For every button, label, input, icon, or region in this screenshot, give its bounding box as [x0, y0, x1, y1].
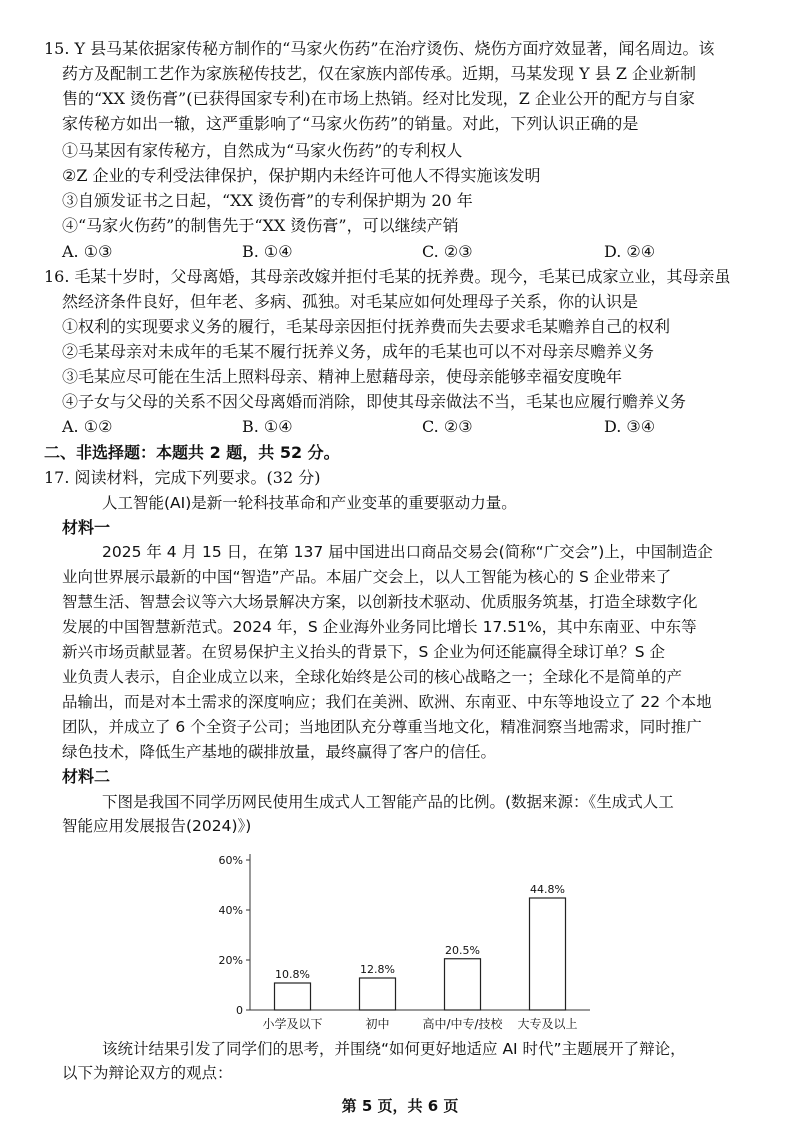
q16-statement-1: ①权利的实现要求义务的履行，毛某母亲因拒付抚养费而失去要求毛某赡养自己的权利 [62, 317, 671, 336]
q15-option-d: D. ②④ [604, 242, 656, 261]
q16-option-d: D. ③④ [604, 417, 656, 436]
material-1-line-6: 业负责人表示，自企业成立以来，全球化始终是公司的核心战略之一；全球化不是简单的产 [62, 668, 683, 686]
bar [530, 898, 566, 1010]
q15-statement-3: ③自颁发证书之日起，“XX 烫伤膏”的专利保护期为 20 年 [62, 191, 473, 210]
q16-option-b: B. ①④ [242, 417, 293, 436]
material-1-line-9: 绿色技术，降低生产基地的碳排放量，最终赢得了客户的信任。 [62, 743, 497, 761]
q15-option-a: A. ①③ [62, 242, 113, 261]
q17-title: 17. 阅读材料，完成下列要求。(32 分) [44, 468, 321, 487]
material-1-line-1: 2025 年 4 月 15 日，在第 137 届中国进出口商品交易会(简称“广交会”)上，中国制造企 [102, 543, 713, 561]
q15-stem-line-4: 家传秘方如出一辙，这严重影响了“马家火伤药”的销量。对此，下列认识正确的是 [62, 114, 639, 133]
bar-value-label: 44.8% [530, 883, 565, 896]
q15-stem-line-1: 15. Y 县马某依据家传秘方制作的“马家火伤药”在治疗烫伤、烧伤方面疗效显著，闻名周边。该 [44, 39, 715, 58]
material-1-line-4: 发展的中国智慧新范式。2024 年，S 企业海外业务同比增长 17.51%，其中东南亚、中东等 [62, 618, 697, 636]
x-category-label: 初中 [365, 1017, 390, 1031]
y-tick-label: 20% [218, 954, 243, 967]
q17-after-line-1: 该统计结果引发了同学们的思考，并围绕“如何更好地适应 AI 时代”主题展开了辩论， [102, 1040, 686, 1058]
bar [445, 959, 481, 1010]
q16-stem-line-1: 16. 毛某十岁时，父母离婚，其母亲改嫁并拒付毛某的抚养费。现今，毛某已成家立业，其母亲虽 [44, 267, 731, 286]
q16-statement-4: ④子女与父母的关系不因父母离婚而消除，即使其母亲做法不当，毛某也应履行赡养义务 [62, 392, 687, 411]
material-2-line-1: 下图是我国不同学历网民使用生成式人工智能产品的比例。(数据来源：《生成式人工 [102, 793, 674, 811]
bar [360, 978, 396, 1010]
page-footer: 第 5 页，共 6 页 [341, 1097, 459, 1115]
material-1-label: 材料一 [62, 518, 111, 537]
q17-after-line-2: 以下为辩论双方的观点： [62, 1064, 233, 1082]
x-category-label: 小学及以下 [262, 1017, 323, 1031]
q16-stem-line-2: 然经济条件良好，但年老、多病、孤独。对毛某应如何处理母子关系，你的认识是 [62, 292, 639, 311]
x-category-label: 高中/中专/技校 [422, 1017, 503, 1031]
section-2-heading: 二、非选择题：本题共 2 题，共 52 分。 [44, 443, 340, 462]
q16-option-c: C. ②③ [422, 417, 473, 436]
q17-intro: 人工智能(AI)是新一轮科技革命和产业变革的重要驱动力量。 [102, 494, 517, 512]
q15-option-c: C. ②③ [422, 242, 473, 261]
education-ai-usage-bar-chart [200, 840, 600, 1035]
material-1-line-7: 品输出，而是对本土需求的深度响应；我们在美洲、欧洲、东南亚、中东等地设立了 22 个本地 [62, 693, 712, 711]
y-tick-label: 40% [218, 904, 243, 917]
bar-value-label: 12.8% [360, 963, 395, 976]
q15-stem-line-3: 售的“XX 烫伤膏”(已获得国家专利)在市场上热销。经对比发现，Z 企业公开的配方与自家 [62, 89, 695, 108]
material-2-line-2: 智能应用发展报告(2024)》) [62, 817, 252, 835]
q15-stem-line-2: 药方及配制工艺作为家族秘传技艺，仅在家族内部传承。近期，马某发现 Y 县 Z 企业新制 [62, 64, 697, 83]
q15-statement-2: ②Z 企业的专利受法律保护，保护期内未经许可他人不得实施该发明 [62, 166, 541, 185]
material-1-line-5: 新兴市场贡献显著。在贸易保护主义抬头的背景下，S 企业为何还能赢得全球订单？S 企 [62, 643, 666, 661]
q15-statement-4: ④“马家火伤药”的制售先于“XX 烫伤膏”，可以继续产销 [62, 216, 459, 235]
bar-value-label: 20.5% [445, 943, 480, 957]
material-1-line-8: 团队，并成立了 6 个全资子公司；当地团队充分尊重当地文化，精准洞察当地需求，同时推广 [62, 718, 702, 736]
material-2-label: 材料二 [62, 767, 111, 786]
bar [275, 983, 311, 1010]
q16-statement-3: ③毛某应尽可能在生活上照料母亲、精神上慰藉母亲，使母亲能够幸福安度晚年 [62, 367, 623, 386]
q15-option-b: B. ①④ [242, 242, 293, 261]
q16-statement-2: ②毛某母亲对未成年的毛某不履行抚养义务，成年的毛某也可以不对母亲尽赡养义务 [62, 342, 655, 361]
material-1-line-2: 业向世界展示最新的中国“智造”产品。本届广交会上，以人工智能为核心的 S 企业带来了 [62, 568, 672, 586]
y-tick-label: 60% [218, 854, 243, 867]
y-tick-label: 0 [236, 1004, 243, 1017]
q16-option-a: A. ①② [62, 417, 113, 436]
x-category-label: 大专及以上 [517, 1017, 578, 1031]
bar-value-label: 10.8% [275, 968, 310, 981]
q15-statement-1: ①马某因有家传秘方，自然成为“马家火伤药”的专利权人 [62, 141, 463, 160]
material-1-line-3: 智慧生活、智慧会议等六大场景解决方案，以创新技术驱动、优质服务筑基，打造全球数字化 [62, 593, 698, 611]
